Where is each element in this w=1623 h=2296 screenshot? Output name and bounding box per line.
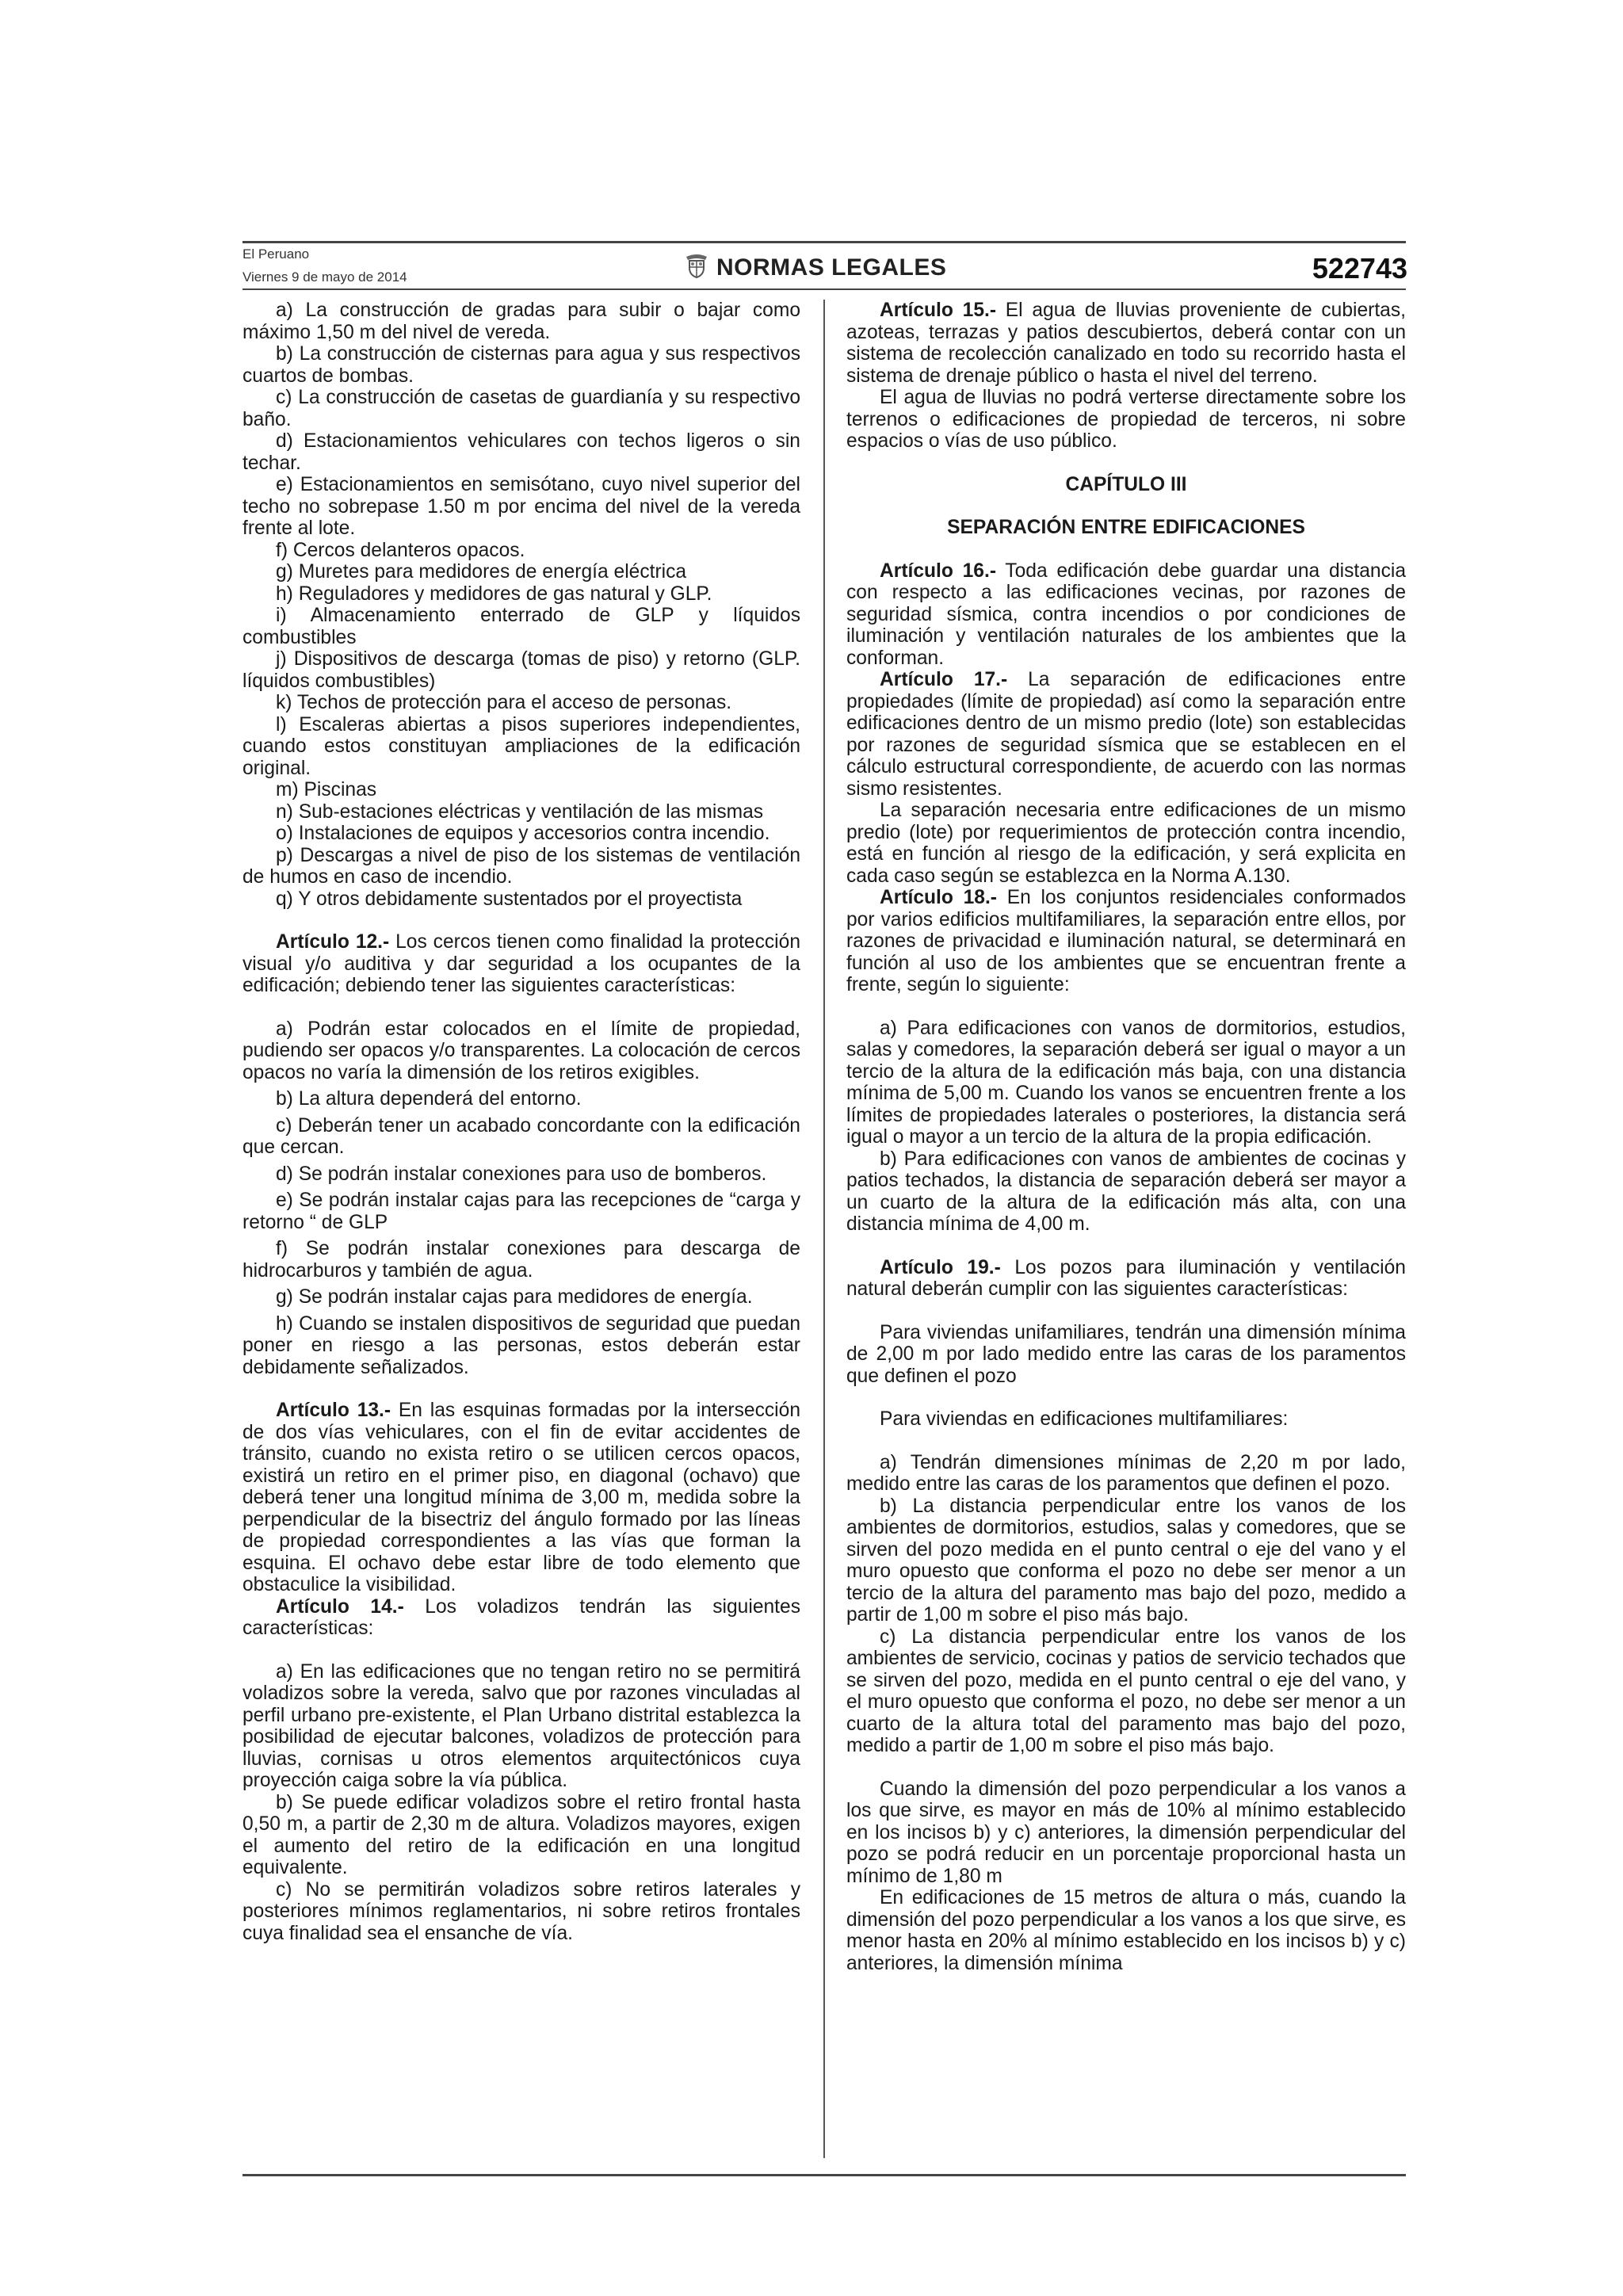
left-column [242,300,800,1944]
chapter-heading-text: CAPÍTULO III [1065,473,1187,495]
paragraph-text: b) La construcción de cisternas para agua y sus respectivos cuartos de bombas. [242,343,800,387]
paragraph [242,387,800,430]
paragraph-text: g) Se podrán instalar cajas para medidores de energía. [276,1286,753,1308]
paragraph [846,1148,1406,1236]
paragraph-text: a) Podrán estar colocados en el límite de propiedad, pudiendo ser opacos y/o transparentes. La colocación de cercos opacos no varía la dimensión de los retiros exigibles. [242,1018,800,1083]
paragraph-text: a) Tendrán dimensiones mínimas de 2,20 m por lado, medido entre las caras de los paramentos que definen el pozo. [846,1451,1406,1495]
paragraph [242,605,800,648]
coat-of-arms-icon [683,252,710,283]
chapter-heading-text: SEPARACIÓN ENTRE EDIFICACIONES [947,517,1305,538]
paragraph-text: f) Cercos delanteros opacos. [276,539,525,561]
paragraph [846,1452,1406,1496]
paragraph-text: La separación necesaria entre edificaciones de un mismo predio (lote) por requerimientos de protección contra incendio, está en función al riesgo de la edificación, y será explicita en cada caso según se establezca en la Norma A.130. [846,800,1406,887]
paragraph [242,845,800,888]
paragraph-text: En las esquinas formadas por la intersección de dos vías vehiculares, con el fin de evitar accidentes de tránsito, cuando no exista retiro o se utilicen cercos opacos, existirá un retiro en el primer piso, en diagonal (ochavo) que deberá tener una longitud mínima de 3,00 m, medida sobre la perpendicular de la bisectriz del ángulo formado por las líneas de propiedad correspondientes a las vías que forman la esquina. El ochavo debe estar libre de todo elemento que obstaculice la visibilidad. [242,1400,800,1595]
publication-name: El Peruano [242,246,310,262]
chapter-heading [846,517,1406,539]
paragraph [242,1792,800,1879]
paragraph-text: b) Se puede edificar voladizos sobre el retiro frontal hasta 0,50 m, a partir de 2,30 m de altura. Voladizos mayores, exigen el aumento del retiro de la edificación en una longitud equivalente. [242,1791,800,1878]
article-number: Artículo 12.- [276,931,390,953]
paragraph-text: l) Escaleras abiertas a pisos superiores independientes, cuando estos constituyan ampliaciones de la edificación original. [242,713,800,779]
column-divider [823,300,825,2158]
paragraph-text: Toda edificación debe guardar una distancia con respecto a las edificaciones vecinas, por razones de seguridad sísmica, contra incendios o por condiciones de iluminación y ventilación naturales de los ambientes que la conforman. [846,560,1407,669]
paragraph [846,800,1406,887]
paragraph [242,300,800,343]
paragraph [242,1190,800,1233]
paragraph [242,430,800,474]
paragraph-text: m) Piscinas [276,779,377,800]
right-column [846,300,1406,1974]
paragraph-text: c) Deberán tener un acabado concordante con la edificación que cercan. [242,1114,800,1158]
paragraph [242,692,800,714]
paragraph [242,343,800,387]
article-paragraph [846,669,1406,800]
paragraph-text: k) Techos de protección para el acceso de personas. [276,692,732,713]
paragraph-text: j) Dispositivos de descarga (tomas de piso) y retorno (GLP. líquidos combustibles) [242,648,800,692]
paragraph [846,1018,1406,1148]
article-number: Artículo 14.- [276,1595,404,1618]
paragraph-text: a) En las edificaciones que no tengan retiro no se permitirá voladizos sobre la vereda, salvo que por razones vinculadas al perfil urbano pre-existente, el Plan Urbano distrital establezca la posibilidad de ejecutar balcones, voladizos de protección para lluvias, cornisas u otros elementos arquitectónicos cuya proyección caiga sobre la vía pública. [242,1660,800,1791]
paragraph [242,1286,800,1308]
paragraph [846,1322,1406,1388]
paragraph-text: d) Estacionamientos vehiculares con techos ligeros o sin techar. [242,430,800,474]
article-paragraph [242,1400,800,1596]
paragraph-text: h) Reguladores y medidores de gas natural y GLP. [276,583,712,605]
paragraph [242,583,800,606]
article-number: Artículo 19.- [880,1256,1001,1278]
article-paragraph [846,300,1406,387]
paragraph [242,1879,800,1945]
paragraph [242,1313,800,1379]
paragraph-text: Para viviendas en edificaciones multifamiliares: [880,1408,1289,1430]
paragraph [242,561,800,583]
paragraph-text: i) Almacenamiento enterrado de GLP y líquidos combustibles [242,605,800,648]
paragraph-text: b) La distancia perpendicular entre los vanos de los ambientes de dormitorios, estudios, salas y comedores, que se sirven del pozo medida en el punto central o eje del vano y el muro opuesto que conforma el pozo no debe ser menor a un tercio de la altura del paramento mas bajo del pozo, medido a partir de 1,00 m sobre el piso más bajo. [846,1495,1406,1626]
article-number: Artículo 16.- [880,560,997,582]
publication-date: Viernes 9 de mayo de 2014 [242,269,407,285]
paragraph-text: a) Para edificaciones con vanos de dormitorios, estudios, salas y comedores, la separación deberá ser igual o mayor a un tercio de la altura de la edificación más baja, con una distancia mínima de 5,00 m. Cuando los vanos se encuentren frente a los límites de propiedades laterales o posteriores, la distancia será igual o mayor a un tercio de la altura de la propia edificación. [846,1017,1406,1148]
article-number: Artículo 13.- [276,1400,391,1421]
header-bottom-rule [242,288,1406,290]
footer-rule [242,2174,1406,2176]
paragraph [846,1778,1406,1888]
paragraph-text: El agua de lluvias proveniente de cubiertas, azoteas, terrazas y patios descubiertos, deberá contar con un sistema de recolección canalizado en todo su recorrido hasta el sistema de drenaje público o hasta el nivel del terreno. [846,300,1406,387]
paragraph-text: La separación de edificaciones entre propiedades (límite de propiedad) así como la separación entre edificaciones dentro de un mismo predio (lote) son establecidas por razones de seguridad sísmica que se establecen en el cálculo estructural correspondiente, de acuerdo con las normas sismo resistentes. [846,669,1406,800]
paragraph-text: Cuando la dimensión del pozo perpendicular a los vanos a los que sirve, es mayor en más de 10% al mínimo establecido en los incisos b) y c) anteriores, la dimensión perpendicular del pozo se podrá reducir en un porcentaje proporcional hasta un mínimo de 1,80 m [846,1778,1406,1887]
article-paragraph [846,560,1406,670]
header-top-rule [242,241,1406,243]
paragraph-text: En los conjuntos residenciales conformados por varios edificios multifamiliares, la separación entre ellos, por razones de privacidad e iluminación natural, se determinará en función al uso de los ambientes que se encuentran frente a frente, según lo siguiente: [846,887,1406,995]
paragraph [242,888,800,911]
paragraph-text: o) Instalaciones de equipos y accesorios contra incendio. [276,823,770,844]
paragraph [242,474,800,540]
paragraph [242,801,800,823]
paragraph [242,1661,800,1792]
paragraph-text: f) Se podrán instalar conexiones para descarga de hidrocarburos y también de agua. [242,1238,800,1282]
paragraph-text: En edificaciones de 15 metros de altura o más, cuando la dimensión del pozo perpendicular a los vanos a los que sirve, es menor hasta en 20% al mínimo establecido en los incisos b) y c) anteriores, la dimensión mínima [846,1887,1406,1974]
paragraph [242,648,800,692]
page-number: 522743 [1312,252,1407,285]
article-paragraph [242,931,800,997]
logo-text: NORMAS LEGALES [716,254,947,281]
paragraph [846,1887,1406,1974]
article-paragraph [242,1596,800,1640]
paragraph [242,540,800,562]
paragraph [242,1088,800,1110]
paragraph [846,1626,1406,1757]
paragraph-text: c) La distancia perpendicular entre los vanos de los ambientes de servicio, cocinas y patios de servicio techados que se sirven del pozo, medida en el punto central o eje del vano, y el muro opuesto que conforma el pozo, no debe ser menor a un cuarto de la altura total del paramento mas bajo del pozo, medido a partir de 1,00 m sobre el piso más bajo. [846,1626,1406,1756]
article-paragraph [846,887,1406,996]
chapter-heading [846,474,1406,496]
paragraph [846,1408,1406,1431]
paragraph-text: d) Se podrán instalar conexiones para uso de bomberos. [276,1163,767,1185]
paragraph [242,1238,800,1282]
paragraph-text: b) La altura dependerá del entorno. [276,1088,582,1110]
paragraph [242,779,800,801]
paragraph-text: n) Sub-estaciones eléctricas y ventilación de las mismas [276,800,764,823]
paragraph-text: g) Muretes para medidores de energía eléctrica [276,561,687,583]
paragraph-text: h) Cuando se instalen dispositivos de seguridad que puedan poner en riesgo a las personas, estos deberán estar debidamente señalizados. [242,1312,800,1378]
paragraph-text: e) Estacionamientos en semisótano, cuyo nivel superior del techo no sobrepase 1.50 m por encima del nivel de la vereda frente al lote. [242,474,800,539]
article-paragraph [846,1257,1406,1301]
paragraph [846,1496,1406,1626]
article-number: Artículo 15.- [880,300,997,321]
paragraph [242,1163,800,1186]
paragraph-text: q) Y otros debidamente sustentados por el proyectista [276,888,743,910]
article-number: Artículo 18.- [880,887,997,908]
paragraph-text: El agua de lluvias no podrá verterse directamente sobre los terrenos o edificaciones de propiedad de terceros, ni sobre espacios o vías de uso público. [846,387,1406,452]
article-number: Artículo 17.- [880,669,1008,690]
header-logo [683,252,946,283]
paragraph [846,387,1406,453]
paragraph-text: a) La construcción de gradas para subir o bajar como máximo 1,50 m del nivel de vereda. [242,300,800,343]
paragraph-text: b) Para edificaciones con vanos de ambientes de cocinas y patios techados, la distancia de separación deberá ser mayor a un cuarto de la altura de la edificación más alta, con una distancia mínima de 4,00 m. [846,1148,1406,1235]
paragraph-text: c) No se permitirán voladizos sobre retiros laterales y posteriores mínimos reglamentarios, ni sobre retiros frontales cuya finalidad sea el ensanche de vía. [242,1878,800,1944]
paragraph [242,714,800,780]
paragraph-text: Los pozos para iluminación y ventilación natural deberán cumplir con las siguientes características: [846,1256,1406,1300]
paragraph-text: Los cercos tienen como finalidad la protección visual y/o auditiva y dar seguridad a los ocupantes de la edificación; debiendo tener las siguientes características: [242,931,801,996]
paragraph-text: e) Se podrán instalar cajas para las recepciones de “carga y retorno “ de GLP [242,1190,800,1233]
paragraph-text: Para viviendas unifamiliares, tendrán una dimensión mínima de 2,00 m por lado medido entre las caras de los paramentos que definen el pozo [846,1321,1406,1387]
paragraph [242,1018,800,1084]
paragraph [242,823,800,845]
paragraph-text: p) Descargas a nivel de piso de los sistemas de ventilación de humos en caso de incendio. [242,844,800,888]
paragraph [242,1115,800,1159]
paragraph-text: c) La construcción de casetas de guardianía y su respectivo baño. [242,387,800,430]
paragraph-text: Los voladizos tendrán las siguientes características: [242,1595,800,1639]
